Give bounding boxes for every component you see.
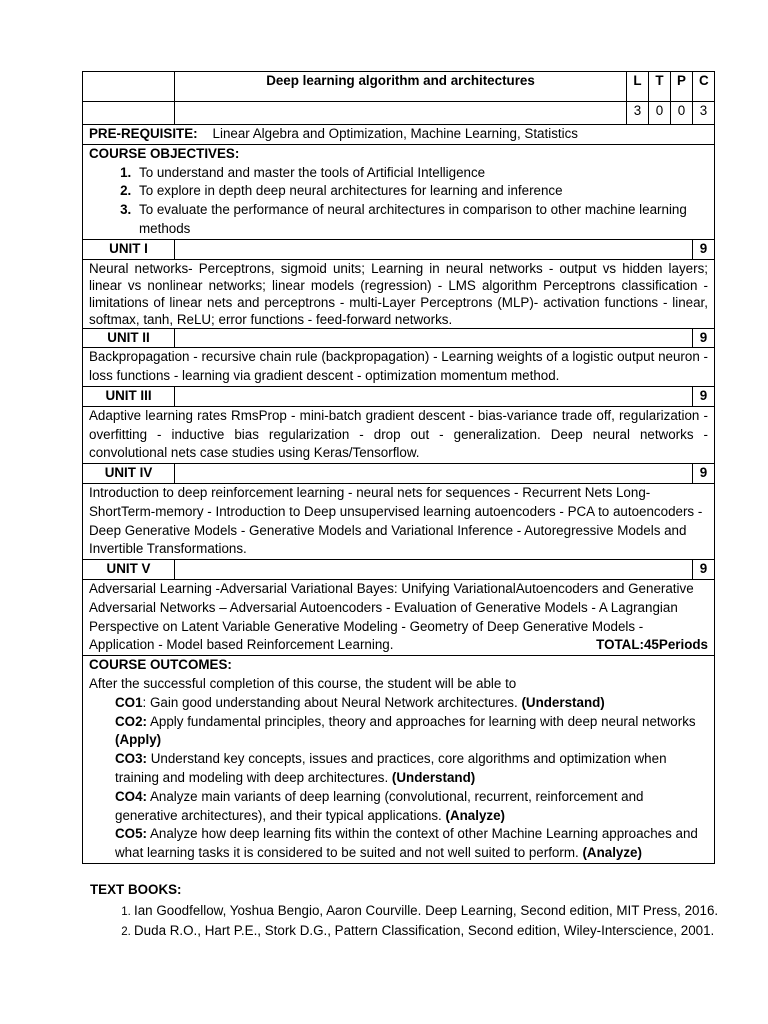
outcome-item	[89, 713, 708, 751]
outcome-level: (Understand)	[521, 694, 605, 710]
prerequisite-row	[83, 125, 715, 145]
unit-content: Adaptive learning rates RmsProp - mini-batch gradient descent - bias-variance trade off, regularization - overfitting - inductive bias regularization - drop out - generalization. Deep neural networks - convolutional nets case studies using Keras/Tensorflow.	[83, 406, 715, 463]
unit-content-row	[83, 406, 715, 463]
outcome-text: Understand key concepts, issues and practices, core algorithms and optimization when training and modeling with deep architectures.	[115, 751, 667, 785]
outcome-code: CO4:	[115, 788, 147, 804]
unit-name: UNIT I	[83, 239, 175, 259]
outcome-code: CO2:	[115, 713, 147, 729]
objectives-cell	[83, 144, 715, 239]
unit-content: Adversarial Learning -Adversarial Variational Bayes: Unifying VariationalAutoencoders and Generative Adversarial Networks – Adversarial Autoencoders - Evaluation of Generative Models - A Lagrangian Perspective on Latent Variable Generative Modeling - Geometry of Deep Generative Models - Application - Model based Reinforcement Learning.	[89, 580, 694, 653]
unit-content-row	[83, 579, 715, 655]
outcome-item	[89, 825, 708, 863]
ltpc-header-t: T	[649, 72, 671, 102]
unit-hours: 9	[693, 464, 715, 484]
ltpc-value-c: 3	[693, 102, 715, 125]
outcome-text: Apply fundamental principles, theory and approaches for learning with deep neural networks	[147, 713, 696, 729]
unit-content: Neural networks- Perceptrons, sigmoid units; Learning in neural networks - output vs hidden layers; linear vs nonlinear networks; linear models (regression) - LMS algorithm Perceptrons classification - limitations of linear nets and perceptrons - multi-Layer Perceptrons (MLP)- activation functions - linear, softmax, tanh, ReLU; error functions - feed-forward networks.	[83, 259, 715, 328]
unit-name: UNIT V	[83, 560, 175, 580]
prerequisite-label: PRE-REQUISITE:	[89, 126, 198, 141]
textbooks-list	[88, 901, 724, 940]
empty-cell	[175, 102, 627, 125]
unit-content-row	[83, 259, 715, 328]
outcome-item	[89, 788, 708, 826]
outcome-level: (Understand)	[391, 769, 476, 785]
outcome-code: CO3:	[115, 751, 147, 767]
unit-content: Introduction to deep reinforcement learning - neural nets for sequences - Recurrent Nets Long-ShortTerm-memory - Introduction to Deep unsupervised learning autoencoders - PCA to autoencoders - Deep Generative Models - Generative Models and Variational Inference - Autoregressive Models and Invertible Transformations.	[83, 483, 715, 559]
outcomes-intro: After the successful completion of this course, the student will be able to	[89, 675, 517, 691]
objective-item: 2. To explore in depth deep neural architectures for learning and inference	[135, 182, 708, 201]
outcomes-label: COURSE OUTCOMES:	[89, 657, 232, 673]
ltpc-header-c: C	[693, 72, 715, 102]
outcome-level: (Analyze)	[445, 807, 506, 823]
outcome-level: (Apply)	[115, 732, 162, 748]
objectives-list	[89, 164, 708, 239]
objective-item: 1. To understand and master the tools of Artificial Intelligence	[135, 164, 708, 183]
unit-content-cell	[83, 579, 715, 655]
unit-name: UNIT II	[83, 328, 175, 348]
unit-hours: 9	[693, 239, 715, 259]
outcome-item	[89, 750, 708, 788]
empty-cell	[175, 560, 693, 580]
unit-header-row	[83, 386, 715, 406]
unit-content-row	[83, 348, 715, 387]
ltpc-value-l: 3	[627, 102, 649, 125]
unit-name: UNIT IV	[83, 464, 175, 484]
empty-cell	[175, 239, 693, 259]
unit-header-row	[83, 560, 715, 580]
outcome-code: CO1	[115, 694, 143, 710]
outcome-level: (Analyze)	[582, 845, 642, 861]
outcome-item	[89, 694, 708, 713]
outcome-code: CO5:	[115, 826, 147, 842]
empty-cell	[83, 102, 175, 125]
textbooks-label: TEXT BOOKS:	[90, 882, 182, 897]
unit-content-row	[83, 483, 715, 559]
course-title-row	[83, 72, 715, 102]
course-code-cell	[83, 72, 175, 102]
unit-name: UNIT III	[83, 386, 175, 406]
objectives-label: COURSE OBJECTIVES:	[89, 145, 240, 161]
objective-item: 3. To evaluate the performance of neural architectures in comparison to other machine learning methods	[135, 201, 708, 239]
outcome-text: Analyze main variants of deep learning (convolutional, recurrent, reinforcement and generative architectures), and their typical applications.	[115, 788, 644, 823]
ltpc-header-p: P	[671, 72, 693, 102]
ltpc-header-l: L	[627, 72, 649, 102]
objectives-row	[83, 144, 715, 239]
outcomes-cell	[83, 656, 715, 864]
ltpc-value-t: 0	[649, 102, 671, 125]
textbook-item: 1. Ian Goodfellow, Yoshua Bengio, Aaron Courville. Deep Learning, Second edition, MIT Press, 2016.	[134, 901, 724, 921]
prerequisite-cell	[83, 125, 715, 145]
unit-hours: 9	[693, 560, 715, 580]
unit-header-row	[83, 239, 715, 259]
unit-hours: 9	[693, 328, 715, 348]
unit-header-row	[83, 464, 715, 484]
unit-content: Backpropagation - recursive chain rule (backpropagation) - Learning weights of a logistic output neuron - loss functions - learning via gradient descent - optimization momentum method.	[83, 348, 715, 387]
prerequisite-text: Linear Algebra and Optimization, Machine Learning, Statistics	[212, 126, 578, 141]
outcomes-row	[83, 656, 715, 864]
unit-hours: 9	[693, 386, 715, 406]
course-title: Deep learning algorithm and architectures	[175, 72, 627, 102]
ltpc-values-row	[83, 102, 715, 125]
empty-cell	[175, 386, 693, 406]
syllabus-table	[82, 71, 715, 864]
unit-header-row	[83, 328, 715, 348]
outcome-text: Analyze how deep learning fits within the context of other Machine Learning approaches and what learning tasks it is considered to be suited and not well suited to perform.	[115, 826, 698, 861]
outcome-separator: :	[142, 694, 147, 710]
empty-cell	[175, 328, 693, 348]
outcome-text: Gain good understanding about Neural Network architectures.	[146, 694, 522, 710]
total-periods: TOTAL:45Periods	[596, 637, 708, 653]
ltpc-value-p: 0	[671, 102, 693, 125]
textbook-item: 2. Duda R.O., Hart P.E., Stork D.G., Pattern Classification, Second edition, Wiley-Interscience, 2001.	[134, 921, 724, 941]
empty-cell	[175, 464, 693, 484]
